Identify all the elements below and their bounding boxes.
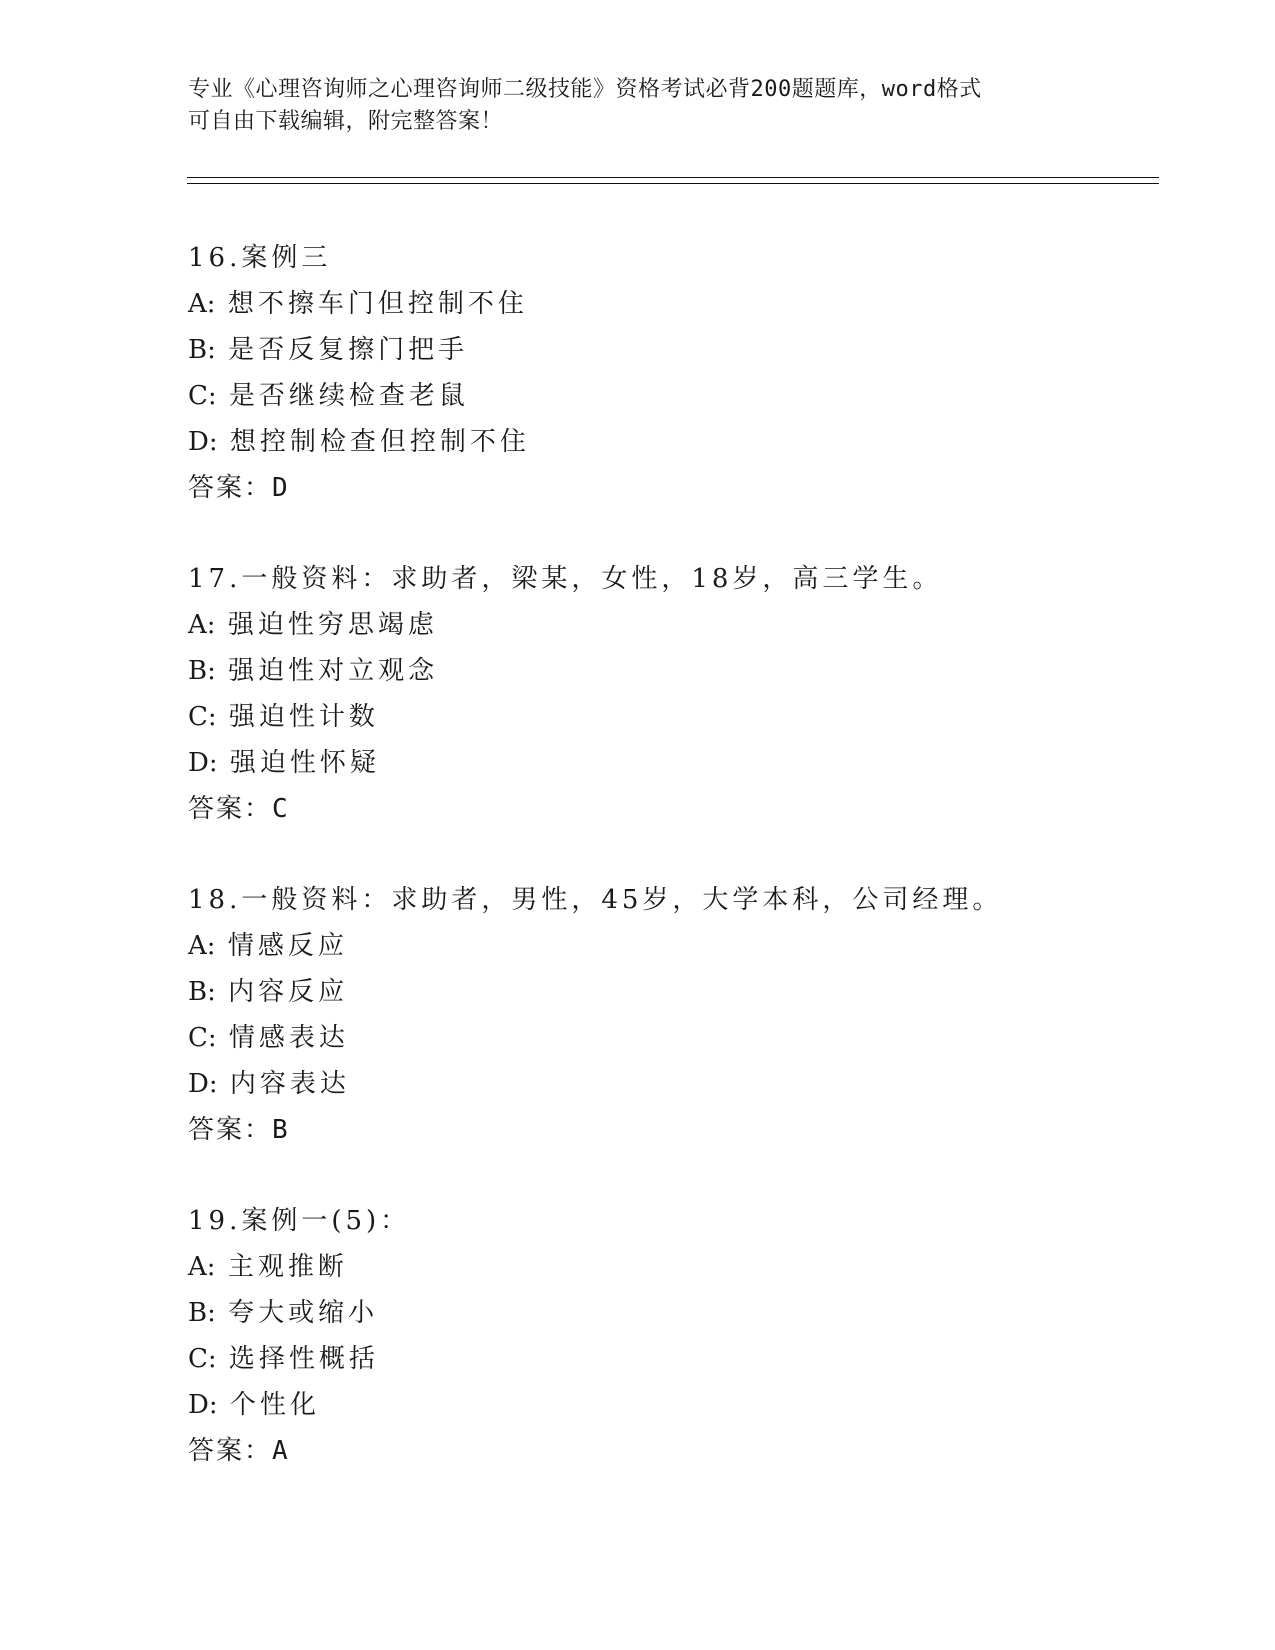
- question-stem: 19.案例一(5)：: [188, 1206, 411, 1236]
- option-key: A:: [188, 610, 216, 640]
- option-d: [188, 1382, 1148, 1428]
- option-key: D:: [188, 1390, 218, 1420]
- question-17: [188, 556, 1148, 832]
- answer-value: C: [272, 794, 288, 824]
- answer-value: B: [272, 1115, 288, 1145]
- option-text: 是否反复擦门把手: [228, 335, 469, 365]
- option-text: 是否继续检查老鼠: [228, 381, 469, 411]
- option-key: B:: [188, 656, 216, 686]
- question-19: [188, 1198, 1148, 1474]
- option-key: B:: [188, 1298, 216, 1328]
- answer-label: 答案：: [188, 1115, 273, 1145]
- option-key: C:: [188, 702, 217, 732]
- option-text: 想控制检查但控制不住: [229, 427, 530, 457]
- option-text: 情感表达: [228, 1023, 349, 1053]
- option-text: 内容表达: [229, 1069, 350, 1099]
- option-d: [188, 740, 1148, 786]
- option-key: D:: [188, 427, 218, 457]
- option-c: [188, 373, 1148, 419]
- option-b: [188, 969, 1148, 1015]
- option-key: A:: [188, 931, 216, 961]
- option-key: C:: [188, 381, 217, 411]
- document-header: [188, 74, 1088, 138]
- option-text: 想不擦车门但控制不住: [227, 289, 528, 319]
- option-text: 强迫性对立观念: [228, 656, 439, 686]
- option-key: D:: [188, 1069, 218, 1099]
- option-d: [188, 419, 1148, 465]
- option-text: 个性化: [229, 1390, 320, 1420]
- header-divider-bottom: [187, 183, 1159, 184]
- option-text: 强迫性怀疑: [229, 748, 380, 778]
- option-key: A:: [188, 1252, 216, 1282]
- option-key: B:: [188, 977, 216, 1007]
- option-a: [188, 602, 1148, 648]
- option-text: 夸大或缩小: [228, 1298, 379, 1328]
- option-key: A:: [188, 289, 216, 319]
- answer-value: A: [272, 1436, 288, 1466]
- question-stem: 16.案例三: [188, 243, 332, 273]
- answer-label: 答案：: [188, 1436, 273, 1466]
- option-key: D:: [188, 748, 218, 778]
- option-b: [188, 648, 1148, 694]
- option-c: [188, 1015, 1148, 1061]
- option-a: [188, 923, 1148, 969]
- option-b: [188, 327, 1148, 373]
- option-text: 选择性概括: [228, 1344, 379, 1374]
- answer-line: [188, 1107, 1148, 1153]
- option-text: 主观推断: [227, 1252, 348, 1282]
- option-key: C:: [188, 1023, 217, 1053]
- header-line-1: 专业《心理咨询师之心理咨询师二级技能》资格考试必背200题题库，word格式: [188, 77, 982, 102]
- option-key: C:: [188, 1344, 217, 1374]
- header-line-2: 可自由下载编辑，附完整答案！: [188, 109, 504, 134]
- option-a: [188, 1244, 1148, 1290]
- answer-value: D: [272, 473, 288, 503]
- option-c: [188, 694, 1148, 740]
- answer-line: [188, 1428, 1148, 1474]
- question-16: [188, 235, 1148, 511]
- option-text: 情感反应: [227, 931, 348, 961]
- option-text: 强迫性计数: [228, 702, 379, 732]
- question-stem: 17.一般资料：求助者，梁某，女性，18岁，高三学生。: [188, 564, 943, 594]
- option-c: [188, 1336, 1148, 1382]
- answer-label: 答案：: [188, 473, 273, 503]
- answer-line: [188, 786, 1148, 832]
- answer-label: 答案：: [188, 794, 273, 824]
- answer-line: [188, 465, 1148, 511]
- option-key: B:: [188, 335, 216, 365]
- option-a: [188, 281, 1148, 327]
- option-b: [188, 1290, 1148, 1336]
- question-18: [188, 877, 1148, 1153]
- option-d: [188, 1061, 1148, 1107]
- header-divider-top: [187, 177, 1159, 178]
- question-stem: 18.一般资料：求助者，男性，45岁，大学本科，公司经理。: [188, 885, 1003, 915]
- option-text: 内容反应: [228, 977, 349, 1007]
- option-text: 强迫性穷思竭虑: [227, 610, 438, 640]
